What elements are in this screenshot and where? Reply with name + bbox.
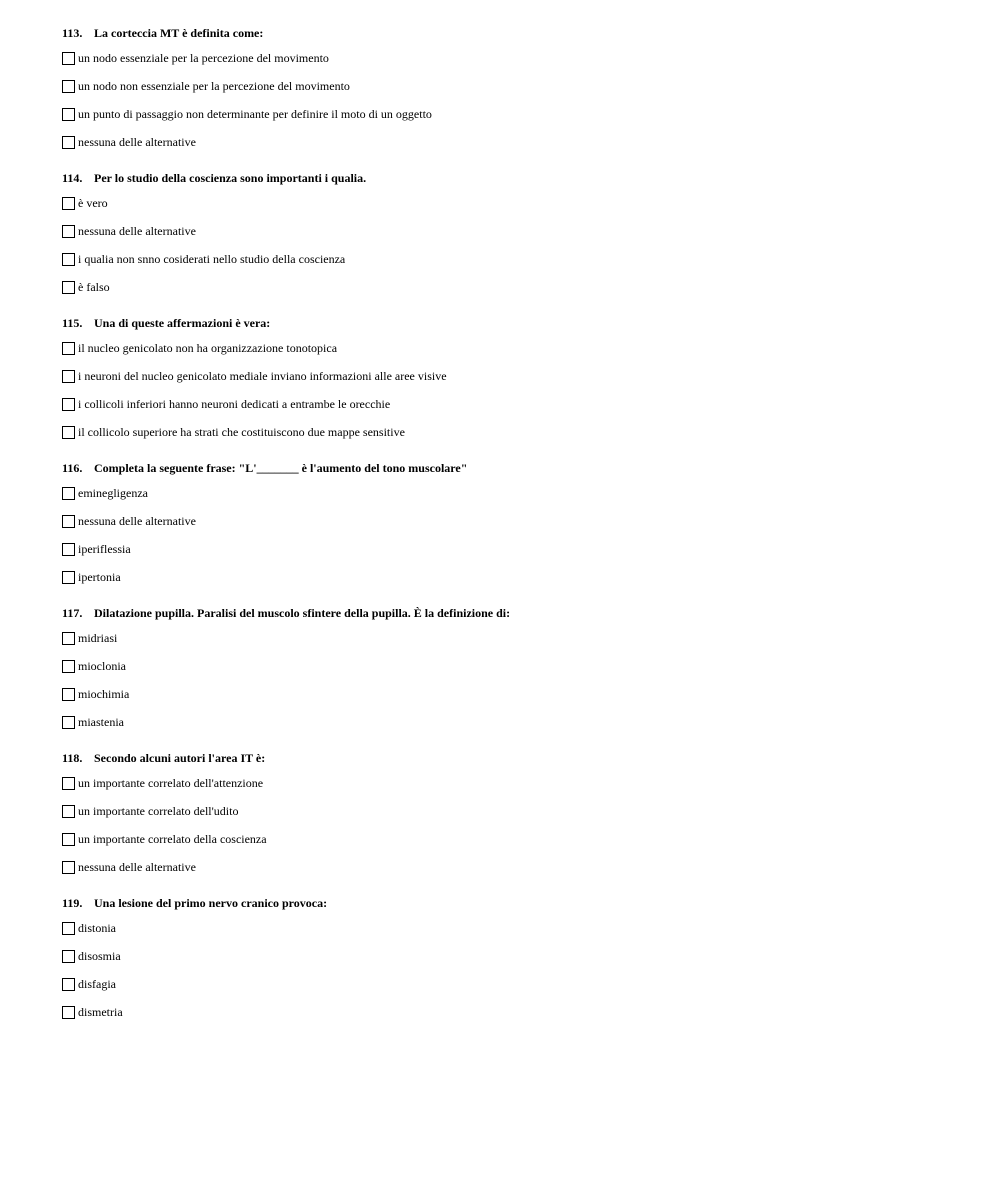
option-label: è falso <box>78 279 110 294</box>
question-text: Completa la seguente frase: "L'_______ è l'aumento del tono muscolare" <box>94 461 468 475</box>
option-label: nessuna delle alternative <box>78 134 196 149</box>
question-number: 117. <box>62 606 83 620</box>
option-label: disfagia <box>78 976 116 991</box>
checkbox[interactable] <box>62 571 75 584</box>
question-number: 115. <box>62 316 83 330</box>
option-label: iperiflessia <box>78 541 131 556</box>
question-117 <box>62 605 962 736</box>
checkbox[interactable] <box>62 487 75 500</box>
option-label: distonia <box>78 920 116 935</box>
question-title <box>62 315 962 331</box>
question-text: Per lo studio della coscienza sono importanti i qualia. <box>94 171 367 185</box>
checkbox[interactable] <box>62 197 75 210</box>
checkbox[interactable] <box>62 922 75 935</box>
answer-option[interactable] <box>62 769 962 797</box>
answer-option[interactable] <box>62 914 962 942</box>
answer-option[interactable] <box>62 479 962 507</box>
checkbox[interactable] <box>62 805 75 818</box>
question-title <box>62 170 962 186</box>
option-label: nessuna delle alternative <box>78 513 196 528</box>
quiz-page <box>62 25 962 1040</box>
checkbox[interactable] <box>62 777 75 790</box>
checkbox[interactable] <box>62 1006 75 1019</box>
answer-option[interactable] <box>62 128 962 156</box>
option-label: un punto di passaggio non determinante per definire il moto di un oggetto <box>78 106 432 121</box>
option-label: un nodo non essenziale per la percezione del movimento <box>78 78 350 93</box>
answer-option[interactable] <box>62 418 962 446</box>
question-number: 113. <box>62 26 83 40</box>
checkbox[interactable] <box>62 660 75 673</box>
answer-option[interactable] <box>62 563 962 591</box>
answer-option[interactable] <box>62 100 962 128</box>
answer-option[interactable] <box>62 189 962 217</box>
option-label: un nodo essenziale per la percezione del movimento <box>78 50 329 65</box>
checkbox[interactable] <box>62 80 75 93</box>
answer-option[interactable] <box>62 998 962 1026</box>
answer-option[interactable] <box>62 970 962 998</box>
question-number: 119. <box>62 896 83 910</box>
answer-option[interactable] <box>62 942 962 970</box>
answer-option[interactable] <box>62 273 962 301</box>
question-title <box>62 605 962 621</box>
checkbox[interactable] <box>62 281 75 294</box>
question-title <box>62 460 962 476</box>
option-label: il nucleo genicolato non ha organizzazione tonotopica <box>78 340 338 355</box>
checkbox[interactable] <box>62 426 75 439</box>
question-113 <box>62 25 962 156</box>
checkbox[interactable] <box>62 688 75 701</box>
option-label: i neuroni del nucleo genicolato mediale inviano informazioni alle aree visive <box>78 368 447 383</box>
answer-option[interactable] <box>62 652 962 680</box>
option-label: i qualia non snno cosiderati nello studio della coscienza <box>78 251 346 266</box>
answer-option[interactable] <box>62 797 962 825</box>
question-number: 116. <box>62 461 83 475</box>
question-text: Una di queste affermazioni è vera: <box>94 316 271 330</box>
answer-option[interactable] <box>62 390 962 418</box>
option-label: un importante correlato dell'udito <box>78 803 239 818</box>
answer-option[interactable] <box>62 44 962 72</box>
answer-option[interactable] <box>62 825 962 853</box>
checkbox[interactable] <box>62 861 75 874</box>
option-label: un importante correlato dell'attenzione <box>78 775 264 790</box>
question-text: La corteccia MT è definita come: <box>94 26 264 40</box>
answer-option[interactable] <box>62 535 962 563</box>
option-label: un importante correlato della coscienza <box>78 831 267 846</box>
question-116 <box>62 460 962 591</box>
checkbox[interactable] <box>62 716 75 729</box>
question-118 <box>62 750 962 881</box>
question-115 <box>62 315 962 446</box>
question-119 <box>62 895 962 1026</box>
option-label: eminegligenza <box>78 485 148 500</box>
option-label: è vero <box>78 195 108 210</box>
checkbox[interactable] <box>62 108 75 121</box>
checkbox[interactable] <box>62 515 75 528</box>
answer-option[interactable] <box>62 362 962 390</box>
checkbox[interactable] <box>62 398 75 411</box>
option-label: dismetria <box>78 1004 123 1019</box>
question-title <box>62 750 962 766</box>
checkbox[interactable] <box>62 225 75 238</box>
question-text: Secondo alcuni autori l'area IT è: <box>94 751 266 765</box>
question-number: 114. <box>62 171 83 185</box>
checkbox[interactable] <box>62 632 75 645</box>
question-title <box>62 25 962 41</box>
checkbox[interactable] <box>62 950 75 963</box>
question-number: 118. <box>62 751 83 765</box>
option-label: miochimia <box>78 686 130 701</box>
answer-option[interactable] <box>62 624 962 652</box>
answer-option[interactable] <box>62 245 962 273</box>
answer-option[interactable] <box>62 507 962 535</box>
answer-option[interactable] <box>62 217 962 245</box>
question-title <box>62 895 962 911</box>
checkbox[interactable] <box>62 253 75 266</box>
question-114 <box>62 170 962 301</box>
option-label: mioclonia <box>78 658 126 673</box>
answer-option[interactable] <box>62 334 962 362</box>
option-label: midriasi <box>78 630 118 645</box>
checkbox[interactable] <box>62 52 75 65</box>
answer-option[interactable] <box>62 680 962 708</box>
checkbox[interactable] <box>62 543 75 556</box>
answer-option[interactable] <box>62 853 962 881</box>
checkbox[interactable] <box>62 833 75 846</box>
question-text: Una lesione del primo nervo cranico provoca: <box>94 896 328 910</box>
checkbox[interactable] <box>62 136 75 149</box>
option-label: ipertonia <box>78 569 121 584</box>
checkbox[interactable] <box>62 342 75 355</box>
option-label: miastenia <box>78 714 124 729</box>
option-label: i collicoli inferiori hanno neuroni dedicati a entrambe le orecchie <box>78 396 391 411</box>
answer-option[interactable] <box>62 708 962 736</box>
checkbox[interactable] <box>62 370 75 383</box>
question-text: Dilatazione pupilla. Paralisi del muscolo sfintere della pupilla. È la definizione di: <box>94 606 511 620</box>
option-label: il collicolo superiore ha strati che costituiscono due mappe sensitive <box>78 424 405 439</box>
option-label: disosmia <box>78 948 121 963</box>
option-label: nessuna delle alternative <box>78 859 196 874</box>
checkbox[interactable] <box>62 978 75 991</box>
option-label: nessuna delle alternative <box>78 223 196 238</box>
answer-option[interactable] <box>62 72 962 100</box>
